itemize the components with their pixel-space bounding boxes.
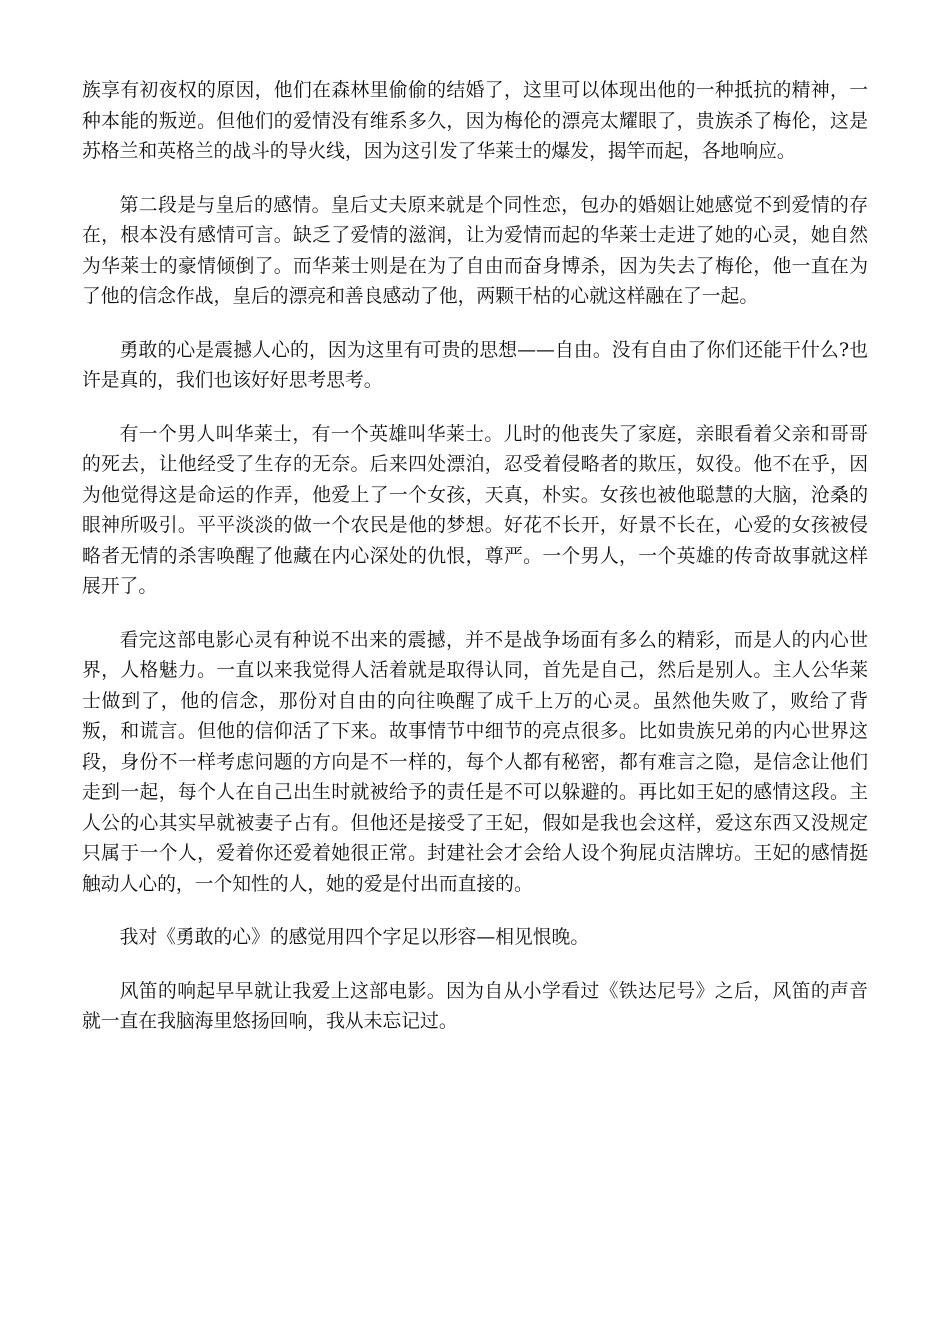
- document-body: [82, 76, 868, 1061]
- paragraph-5: 看完这部电影心灵有种说不出来的震撼，并不是战争场面有多么的精彩，而是人的内心世界，人格魅力。一直以来我觉得人活着就是取得认同，首先是自己，然后是别人。主人公华莱士做到了，他的信念，那份对自由的向往唤醒了成千上万的心灵。虽然他失败了，败给了背叛，和谎言。但他的信仰活了下来。故事情节中细节的亮点很多。比如贵族兄弟的内心世界这段，身份不一样考虑问题的方向是不一样的，每个人都有秘密，都有难言之隐，是信念让他们走到一起，每个人在自己出生时就被给予的责任是不可以躲避的。再比如王妃的感情这段。主人公的心其实早就被妻子占有。但他还是接受了王妃，假如是我也会这样，爱这东西又没规定只属于一个人，爱着你还爱着她很正常。封建社会才会给人设个狗屁贞洁牌坊。王妃的感情挺触动人心的，一个知性的人，她的爱是付出而直接的。: [82, 629, 868, 895]
- paragraph-4: 有一个男人叫华莱士，有一个英雄叫华莱士。儿时的他丧失了家庭，亲眼看着父亲和哥哥的死去，让他经受了生存的无奈。后来四处漂泊，忍受着侵略者的欺压，奴役。他不在乎，因为他觉得这是命运的作弄，他爱上了一个女孩，天真，朴实。女孩也被他聪慧的大脑，沧桑的眼神所吸引。平平淡淡的做一个农民是他的梦想。好花不长开，好景不长在，心爱的女孩被侵略者无情的杀害唤醒了他藏在内心深处的仇恨，尊严。一个男人，一个英雄的传奇故事就这样展开了。: [82, 423, 868, 597]
- paragraph-7: 风笛的响起早早就让我爱上这部电影。因为自从小学看过《铁达尼号》之后，风笛的声音就一直在我脑海里悠扬回响，我从未忘记过。: [82, 980, 868, 1032]
- paragraph-3: 勇敢的心是震撼人心的，因为这里有可贵的思想——自由。没有自由了你们还能干什么?也许是真的，我们也该好好思考思考。: [82, 339, 868, 391]
- paragraph-6: 我对《勇敢的心》的感觉用四个字足以形容—相见恨晚。: [119, 927, 590, 948]
- paragraph-2: 第二段是与皇后的感情。皇后丈夫原来就是个同性恋，包办的婚姻让她感觉不到爱情的存在，根本没有感情可言。缺乏了爱情的滋润，让为爱情而起的华莱士走进了她的心灵，她自然为华莱士的豪情倾倒了。而华莱士则是在为了自由而奋身博杀，因为失去了梅伦，他一直在为了他的信念作战，皇后的漂亮和善良感动了他，两颗干枯的心就这样融在了一起。: [82, 194, 868, 307]
- paragraph-1: 族享有初夜权的原因，他们在森林里偷偷的结婚了，这里可以体现出他的一种抵抗的精神，一种本能的叛逆。但他们的爱情没有维系多久，因为梅伦的漂亮太耀眼了，贵族杀了梅伦，这是苏格兰和英格兰的战斗的导火线，因为这引发了华莱士的爆发，揭竿而起，各地响应。: [82, 80, 868, 162]
